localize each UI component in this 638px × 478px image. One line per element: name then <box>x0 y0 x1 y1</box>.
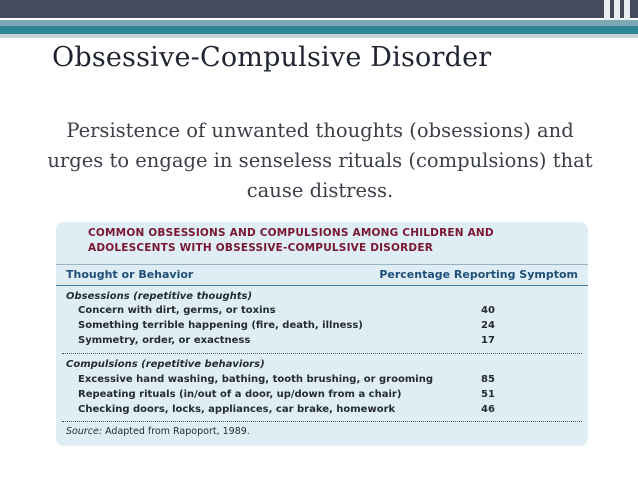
slide-body-text: Persistence of unwanted thoughts (obsessions) and urges to engage in senseless rituals (compulsions) that cause distress. <box>47 119 593 202</box>
table-row <box>56 335 588 348</box>
column-header-thought: Thought or Behavior <box>66 268 194 281</box>
table-source-note <box>66 426 250 437</box>
banner-accent-1 <box>604 0 610 22</box>
source-label: Source: <box>66 426 103 437</box>
banner-accent-2 <box>614 0 620 22</box>
table-header-row <box>56 264 588 286</box>
table-title-line-2: ADOLESCENTS WITH OBSESSIVE-COMPULSIVE DISORDER <box>88 242 433 254</box>
table-row <box>56 305 588 318</box>
banner-gray-bar <box>0 34 638 38</box>
column-header-percentage: Percentage Reporting Symptom <box>379 268 578 281</box>
row-label: Excessive hand washing, bathing, tooth brushing, or grooming <box>78 374 433 385</box>
group-label-compulsions: Compulsions (repetitive behaviors) <box>66 359 265 370</box>
table-row <box>56 404 588 417</box>
row-value: 17 <box>481 335 495 346</box>
row-label: Repeating rituals (in/out of a door, up/down from a chair) <box>78 389 402 400</box>
symptom-table <box>56 222 588 446</box>
group-divider <box>62 353 582 354</box>
banner-teal-bar <box>0 26 638 34</box>
banner-dark-bar <box>0 0 638 18</box>
row-label: Something terrible happening (fire, death, illness) <box>78 320 363 331</box>
row-value: 24 <box>481 320 495 331</box>
slide-title: Obsessive-Compulsive Disorder <box>52 42 492 73</box>
group-label-obsessions: Obsessions (repetitive thoughts) <box>66 291 253 302</box>
table-row <box>56 389 588 402</box>
row-value: 51 <box>481 389 495 400</box>
table-title-line-1: COMMON OBSESSIONS AND COMPULSIONS AMONG CHILDREN AND <box>88 227 494 239</box>
row-value: 85 <box>481 374 495 385</box>
table-row <box>56 374 588 387</box>
row-value: 40 <box>481 305 495 316</box>
row-label: Checking doors, locks, appliances, car brake, homework <box>78 404 396 415</box>
source-divider <box>62 421 582 422</box>
source-text: Adapted from Rapoport, 1989. <box>105 426 250 437</box>
table-title <box>88 226 568 256</box>
row-label: Concern with dirt, germs, or toxins <box>78 305 276 316</box>
banner-accent-3 <box>624 0 630 22</box>
table-row <box>56 320 588 333</box>
row-value: 46 <box>481 404 495 415</box>
row-label: Symmetry, order, or exactness <box>78 335 251 346</box>
